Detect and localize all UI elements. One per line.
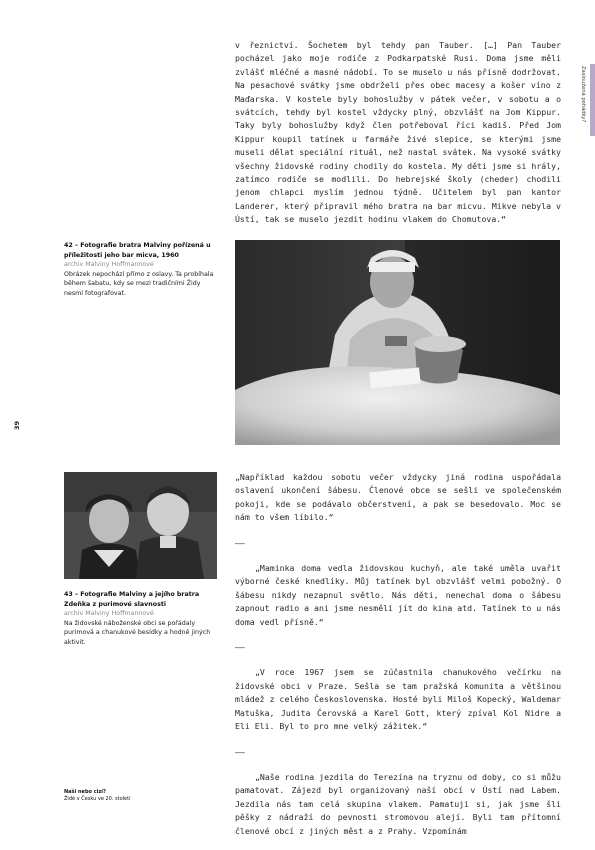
- running-footer: [64, 789, 184, 803]
- top-paragraph-text: v řeznictví. Šochetem byl tehdy pan Tauber. […] Pan Tauber pocházel jako moje rodiče z Podkarpatské Rusi. Doma jsme měli zvlášť mléčné a masné nádobí. To se muselo u nás přísně dodržovat. Na pesachové svátky jsme obdrželi přes obec macesy a košer víno z Maďarska. V kostele byly bohoslužby v pátek večer, v sobotu a o svátcích, tehdy byl kostel vždycky plný, obzvlášť na Jom Kippur. Taky byly bohoslužby když člen potřeboval říci kadiš. Před Jom Kippur koupil tatínek u farmáře živé slepice, se kterými jsme museli dělat speciální rituál, než nastal svátek. Na vysoké svátky všechny židovské rodiny chodily do kostela. My děti jsme si hrály, zatímco rodiče se modlili. Do hebrejské školy (cheder) chodili jenom chlapci myslím jednou týdně. Učitelem byl pan kantor Landerer, který připravil mého bratra na bar micvu. Mikve nebyla v Ústí, tak se muselo jezdit hodinu vlakem do Chomutova.“: [235, 40, 561, 225]
- caption-photo-42: [64, 241, 216, 299]
- footer-book-subtitle: Židé v Česku ve 20. století: [64, 796, 131, 802]
- quote-paragraph: „Maminka doma vedla židovskou kuchyň, ale také uměla uvařit výborné české knedlíky. Můj tatínek byl obzvlášť velmi pobožný. O šábesu nikdy nezapnul světlo. Nás děti, nenechal doma o šábesu zapnout radio a ani jsme nesměli jít do kina atd. Tatínek to u nás doma vedl přísně.“: [235, 563, 561, 627]
- section-tab-marker: [590, 64, 595, 136]
- caption-photo-43: [64, 590, 216, 648]
- photo-bar-mitzvah: [235, 240, 560, 445]
- quote-paragraph: „Například každou sobotu večer vždycky jiná rodina uspořádala oslavení ukončení šábesu. Členové obce se sešli ve společenském pokoji, kde se podávalo občerstvení, a pak se besedovalo. Moc se nám to všem líbilo.“: [235, 472, 561, 523]
- section-separator: —–: [235, 642, 245, 653]
- caption-credit: archiv Malviny Hoffmannové: [64, 261, 154, 269]
- section-separator: —–: [235, 537, 245, 548]
- page-number-text: 39: [13, 420, 21, 430]
- side-label-text: Zasloužená pohádky?: [580, 66, 586, 123]
- footer-book-title: Naši nebo cizí?: [64, 789, 106, 795]
- caption-description: Na židovské náboženské obci se pořádaly purimová a chanukové besídky a hodně jiných aktivit.: [64, 619, 211, 646]
- section-separator: —–: [235, 746, 245, 757]
- photo-purim-children: [64, 472, 217, 579]
- quote-paragraph: „Naše rodina jezdila do Terezína na tryznu od doby, co si můžu pamatovat. Zájezd byl organizovaný naší obcí v Ústí nad Labem. Jezdila nás tam celá skupina vlakem. Pamatuji si, jak jsme šli pěšky z nádraží do pevnosti stromovou alejí. Byli tam přítomní členové obcí z jiných měst a z Prahy. Vzpomínám: [235, 771, 561, 836]
- caption-title: 43 – Fotografie Malviny a jejího bratra Zdeňka z purimové slavnosti: [64, 591, 200, 608]
- caption-description: Obrázek nepochází přímo z oslavy. Ta probíhala během šabatu, kdy se mezi tradičními Židy nesmí fotografovat.: [64, 270, 214, 297]
- section-side-label: [576, 66, 586, 136]
- top-paragraph: [235, 39, 561, 227]
- bottom-text-column: [235, 471, 561, 850]
- quote-paragraph: „V roce 1967 jsem se zúčastnila chanukového večírku na židovské obci v Praze. Sešla se tam pražská komunita a většinou mládež z celého Československa. Hosté byli Miloš Kopecký, Waldemar Matuška, Judita Čerovská a Karel Gott, který zpíval Kol Nidre a Eli Eli. Byl to pro mne velký zážitek.“: [235, 667, 561, 732]
- caption-title: 42 – Fotografie bratra Malviny pořízená u příležitosti jeho bar micva, 1960: [64, 242, 211, 259]
- page-number: [13, 420, 25, 434]
- caption-credit: archiv Malviny Hoffmannové: [64, 610, 154, 618]
